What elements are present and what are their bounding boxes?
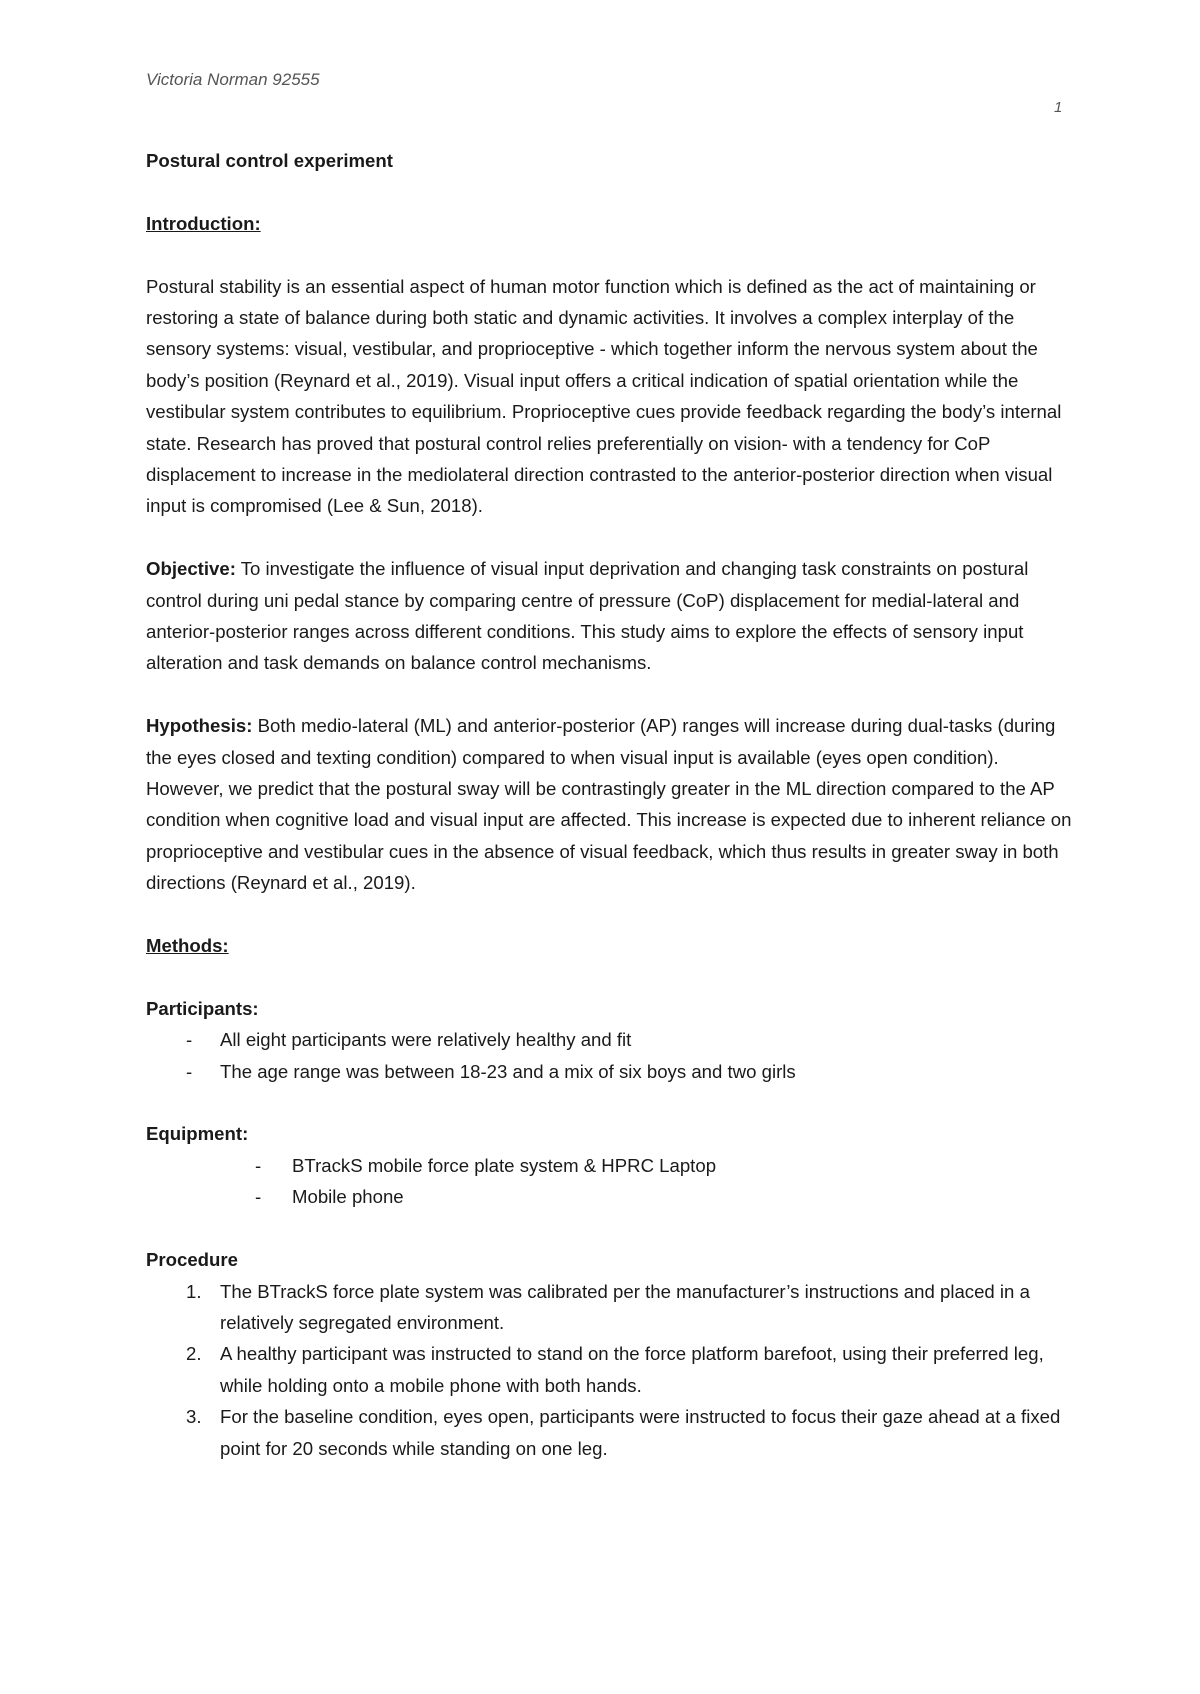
introduction-heading: Introduction: [146,212,261,234]
procedure-step [146,1276,1076,1339]
procedure-step [146,1338,1076,1401]
step-text: The BTrackS force plate system was calibrated per the manufacturer’s instructions and placed in a relatively segregated environment. [220,1280,1030,1333]
list-item [146,1056,1076,1087]
list-item [146,1181,1076,1212]
page-number: 1 [1054,99,1063,116]
dash-bullet: - [255,1154,262,1176]
step-text: A healthy participant was instructed to stand on the force platform barefoot, using their preferred leg, while holding onto a mobile phone with both hands. [220,1343,1044,1396]
objective-label: Objective: [146,558,236,580]
step-text: For the baseline condition, eyes open, participants were instructed to focus their gaze ahead at a fixed point for 20 seconds while standing on one leg. [220,1406,1061,1459]
equipment-list [146,1150,1076,1213]
dash-bullet: - [186,1060,193,1082]
document-title: Postural control experiment [146,150,393,171]
methods-heading: Methods: [146,935,229,957]
list-item-text: BTrackS mobile force plate system & HPRC Laptop [292,1154,717,1176]
step-number: 2. [186,1343,202,1365]
header-author: Victoria Norman 92555 [146,70,320,89]
hypothesis-label: Hypothesis: [146,715,253,737]
step-number: 1. [186,1280,202,1302]
objective-paragraph [146,553,1076,679]
list-item-text: The age range was between 18-23 and a mix of six boys and two girls [220,1060,796,1082]
objective-text: To investigate the influence of visual input deprivation and changing task constraints on postural control during uni pedal stance by comparing centre of pressure (CoP) displacement for medial-lateral and anterior-posterior ranges across different conditions. This study aims to explore the effects of sensory input alteration and task demands on balance control mechanisms. [146,558,1029,674]
dash-bullet: - [186,1029,193,1051]
list-item [146,1024,1076,1055]
dash-bullet: - [255,1186,262,1208]
procedure-step [146,1401,1076,1464]
hypothesis-text: Both medio-lateral (ML) and anterior-posterior (AP) ranges will increase during dual-tasks (during the eyes closed and texting condition) compared to when visual input is available (eyes open condition). However, we predict that the postural sway will be contrastingly greater in the ML direction compared to the AP condition when cognitive load and visual input are affected. This increase is expected due to inherent reliance on proprioceptive and vestibular cues in the absence of visual feedback, which thus results in greater sway in both directions (Reynard et al., 2019). [146,715,1072,894]
list-item-text: All eight participants were relatively healthy and fit [220,1029,632,1051]
step-number: 3. [186,1406,202,1428]
participants-heading: Participants: [146,997,259,1019]
equipment-heading: Equipment: [146,1123,249,1145]
participants-list [146,1024,1076,1087]
list-item-text: Mobile phone [292,1186,404,1208]
introduction-paragraph: Postural stability is an essential aspect of human motor function which is defined as the act of maintaining or restoring a state of balance during both static and dynamic activities. It involves a complex interplay of the sensory systems: visual, vestibular, and proprioceptive - which together inform the nervous system about the body’s position (Reynard et al., 2019). Visual input offers a critical indication of spatial orientation while the vestibular system contributes to equilibrium. Proprioceptive cues provide feedback regarding the body’s internal state. Research has proved that postural control relies preferentially on vision- with a tendency for CoP displacement to increase in the mediolateral direction contrasted to the anterior-posterior direction when visual input is compromised (Lee & Sun, 2018). [146,275,1062,517]
procedure-heading: Procedure [146,1249,238,1271]
document-body [146,145,1076,1464]
procedure-list [146,1276,1076,1464]
hypothesis-paragraph [146,710,1076,898]
list-item [146,1150,1076,1181]
